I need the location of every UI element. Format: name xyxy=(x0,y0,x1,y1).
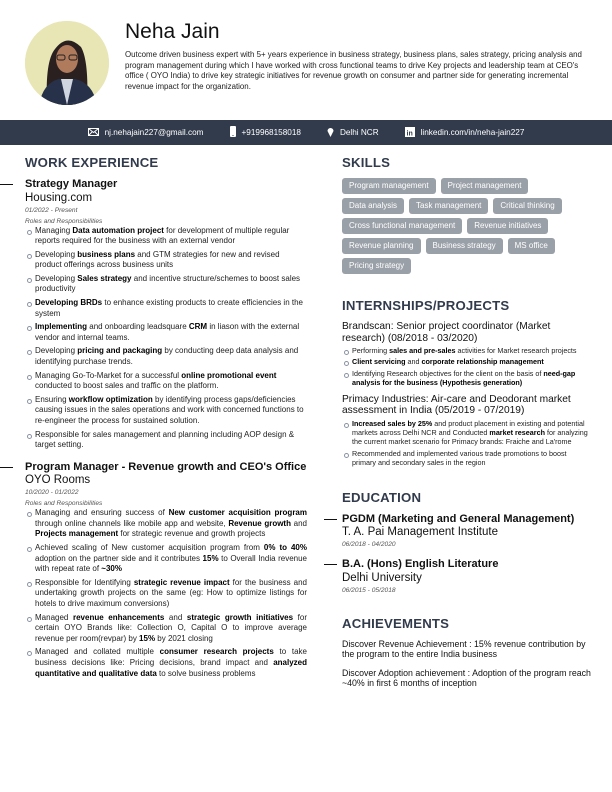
profile-summary: Outcome driven business expert with 5+ years experience in business strategy, business plans, sales strategy, pricing analysis and program management during which I have worked with cross functional teams to drive Key projects and leadership team at CEO's office ( OYO India) to drive key strategic initiatives for revenue growth on consumer and partner side for generating incremental revenue impact for the organization. xyxy=(125,50,582,91)
text: Managing xyxy=(35,225,73,235)
text: and GTM strategies for new and revised product offerings across business units xyxy=(35,249,280,270)
job-title: Strategy Manager xyxy=(25,178,118,190)
education-entry xyxy=(342,558,592,594)
text: Developing xyxy=(35,346,78,356)
company-name: Housing.com xyxy=(25,191,93,204)
bold-text: CRM xyxy=(188,322,208,332)
skill-tag: Pricing strategy xyxy=(342,258,411,274)
school: T. A. Pai Management Institute xyxy=(342,526,498,539)
bold-text: business plans xyxy=(77,249,136,259)
bullet-item xyxy=(25,346,307,367)
bullet-item xyxy=(25,371,307,392)
text: Managed xyxy=(35,612,73,622)
text: by conducting deep data analysis and identifying purchase trends. xyxy=(35,346,299,367)
text: conducted to boost sales and traffic on the platform. xyxy=(35,381,219,391)
skill-tag: Cross functional management xyxy=(342,218,462,234)
bold-text: Sales strategy xyxy=(77,273,132,283)
bullet-item xyxy=(25,543,307,575)
skill-tag: Project management xyxy=(441,178,529,194)
phone-icon xyxy=(230,126,236,139)
achievement-item: Discover Revenue Achievement : 15% revenue contribution by the program to the entire India business xyxy=(342,638,586,660)
bullet-list xyxy=(25,226,307,451)
bold-text: Client servicing xyxy=(352,357,406,367)
text: Recommended and implemented various trade promotions to boost primary and secondary sales in the region xyxy=(352,448,567,468)
bullet-item xyxy=(25,226,307,247)
education-dates: 06/2018 - 04/2020 xyxy=(342,541,396,549)
bullet-item xyxy=(342,346,592,355)
text: and incentive structure/schemes to boost sales productivity xyxy=(35,273,301,294)
degree: B.A. (Hons) English Literature xyxy=(342,558,499,571)
text: and xyxy=(405,357,422,367)
bold-text: consumer research projects xyxy=(159,647,274,657)
text: Responsible for Identifying xyxy=(35,577,134,587)
skill-tag: Revenue initiatives xyxy=(467,218,548,234)
location-pin-icon xyxy=(327,126,334,139)
bullet-item xyxy=(25,274,307,295)
job-entry xyxy=(25,178,307,451)
text: adoption on the partner side and it contributes xyxy=(35,553,203,563)
email-icon xyxy=(88,128,99,138)
text: Managing Go-To-Market for a successful xyxy=(35,370,182,380)
job-dates: 01/2022 - Present xyxy=(25,206,78,214)
bold-text: 0% to 40% xyxy=(263,543,307,553)
bold-text: 15% xyxy=(139,633,156,643)
contact-location: Delhi NCR xyxy=(339,128,379,137)
text: Ensuring xyxy=(35,394,69,404)
text: for strategic revenue and growth projects xyxy=(118,529,266,539)
text: Developing xyxy=(35,249,78,259)
text: for development of multiple regular reports required for the business with an external vendor xyxy=(35,225,290,246)
bold-text: ~30% xyxy=(101,564,122,574)
education-entry xyxy=(342,513,592,549)
text: and xyxy=(291,518,307,528)
text: Achieved scaling of New customer acquisition program from xyxy=(35,543,264,553)
bullet-item xyxy=(25,508,307,540)
linkedin-icon xyxy=(405,127,415,139)
text: and onboarding leadsquare xyxy=(87,322,189,332)
contact-bar xyxy=(0,120,612,145)
skill-tag: Business strategy xyxy=(426,238,503,254)
text: Responsible for sales management and planning including AOP design & target setting. xyxy=(35,429,295,450)
job-entry xyxy=(25,461,307,679)
bold-text: Increased sales by 25% xyxy=(352,418,433,428)
contact-linkedin[interactable]: linkedin.com/in/neha-jain227 xyxy=(420,128,525,137)
text: for the business and undertaking growth projects on the same (eg: How to optimize listings for hotels to drive maximum conversions) xyxy=(35,577,308,609)
section-heading-achievements: ACHIEVEMENTS xyxy=(342,615,450,631)
bold-text: Implementing xyxy=(35,322,88,332)
text: for analyzing the current market scenario for Primacy brands: Fraiche and La'rome xyxy=(352,428,588,447)
project-entry xyxy=(342,394,592,468)
text: in liason with the external vendor and internal teams. xyxy=(35,322,300,342)
bold-text: Developing BRDs xyxy=(35,298,103,308)
bold-text: online promotional event xyxy=(181,370,277,380)
bold-text: revenue enhancements xyxy=(72,612,165,622)
section-heading-projects: INTERNSHIPS/PROJECTS xyxy=(342,298,510,313)
degree: PGDM (Marketing and General Management) xyxy=(342,512,575,525)
contact-phone: +919968158018 xyxy=(241,128,301,137)
bullet-item xyxy=(25,298,307,319)
text: Identifying Research objectives for the client on the basis of xyxy=(352,368,544,378)
text: Managing and ensuring success of xyxy=(35,508,169,518)
left-column xyxy=(25,155,307,689)
bullet-item xyxy=(25,647,307,679)
bold-text: Data automation project xyxy=(72,225,164,235)
section-heading-work: WORK EXPERIENCE xyxy=(25,155,159,170)
bold-text: Revenue growth xyxy=(228,518,291,528)
text: and xyxy=(164,612,187,622)
text: to Overall India revenue with repeat rate of xyxy=(35,553,307,574)
candidate-name: Neha Jain xyxy=(125,20,220,43)
text: to solve business problems xyxy=(156,668,256,678)
achievement-item: Discover Adoption achievement : Adoption of the program reach ~40% in first 6 months of inception xyxy=(342,667,591,689)
job-dates: 10/2020 - 01/2022 xyxy=(25,489,79,497)
text: and product placement in existing and potential markets across Delhi NCR and Conducted xyxy=(352,418,585,438)
text: by identifying process gaps/deficiencies causing issues in the sales operations and work with concerned functions to re-engineer the process for sustained solution. xyxy=(35,394,304,425)
right-column xyxy=(342,155,592,697)
text: to enhance existing products to create efficiencies in the system xyxy=(35,298,303,318)
project-title: Primacy Industries: Air-care and Deodorant market assessment in India (05/2019 - 07/2019) xyxy=(342,393,571,417)
bullet-item xyxy=(342,369,592,388)
skill-tag: Program management xyxy=(342,178,436,194)
text: for certain OYO Brands like: Collection O, Capital O to improve average revenue per room(revpar) by xyxy=(35,612,308,643)
section-heading-education: EDUCATION xyxy=(342,489,422,505)
contact-email[interactable]: nj.nehajain227@gmail.com xyxy=(104,128,204,137)
bold-text: market research xyxy=(489,428,545,438)
project-entry xyxy=(342,321,592,388)
text: Developing xyxy=(35,273,78,283)
bold-text: analyzed quantitative and qualitative data xyxy=(35,658,307,678)
bullet-item xyxy=(342,449,592,468)
skill-tag: Data analysis xyxy=(342,198,404,214)
bold-text: 15% xyxy=(202,553,219,563)
bold-text: strategic revenue impact xyxy=(133,577,230,587)
section-heading-skills: SKILLS xyxy=(342,155,391,170)
bold-text: pricing and packaging xyxy=(77,346,163,356)
school: Delhi University xyxy=(342,571,422,584)
bold-text: Projects management xyxy=(35,529,119,539)
bullet-item xyxy=(25,322,307,343)
bold-text: strategic growth initiatives xyxy=(186,612,294,622)
bullet-list xyxy=(25,508,307,679)
text: activities for Market research projects xyxy=(455,346,577,355)
text: Performing xyxy=(352,346,390,355)
education-dates: 06/2015 - 05/2018 xyxy=(342,586,396,594)
bullet-list xyxy=(342,419,592,468)
bold-text: workflow optimization xyxy=(68,394,153,404)
bullet-item xyxy=(25,613,307,645)
skill-tag: Task management xyxy=(409,198,488,214)
profile-photo xyxy=(25,21,109,105)
job-title: Program Manager - Revenue growth and CEO's Office xyxy=(25,460,307,473)
bold-text: New customer acquisition program xyxy=(168,508,307,518)
bullet-item xyxy=(342,357,592,366)
text: Managed and collated multiple xyxy=(35,647,160,657)
company-name: OYO Rooms xyxy=(25,474,91,487)
text: through online channels like mobile app and website, xyxy=(35,518,229,528)
skill-tag: Critical thinking xyxy=(493,198,561,214)
bullet-item xyxy=(25,430,307,451)
project-title: Brandscan: Senior project coordinator (Market research) (08/2018 - 03/2020) xyxy=(342,321,551,344)
skill-tag: MS office xyxy=(508,238,555,254)
roles-label: Roles and Responsibilities xyxy=(25,217,103,225)
bold-text: need-gap analysis for the business (Hypothesis generation) xyxy=(352,368,576,388)
bullet-list xyxy=(342,346,592,388)
roles-label: Roles and Responsibilities xyxy=(25,500,103,508)
bold-text: sales and pre-sales xyxy=(389,346,456,355)
skill-tag: Revenue planning xyxy=(342,238,421,254)
bullet-item xyxy=(25,578,307,610)
bullet-item xyxy=(25,250,307,271)
bullet-item xyxy=(342,419,592,447)
text: to take business decisions like: Pricing decisions, brand impact and xyxy=(35,647,307,667)
bullet-item xyxy=(25,395,307,427)
text: by 2021 closing xyxy=(155,633,213,643)
bold-text: corporate relationship management xyxy=(421,357,544,367)
svg-text:in: in xyxy=(406,130,413,137)
